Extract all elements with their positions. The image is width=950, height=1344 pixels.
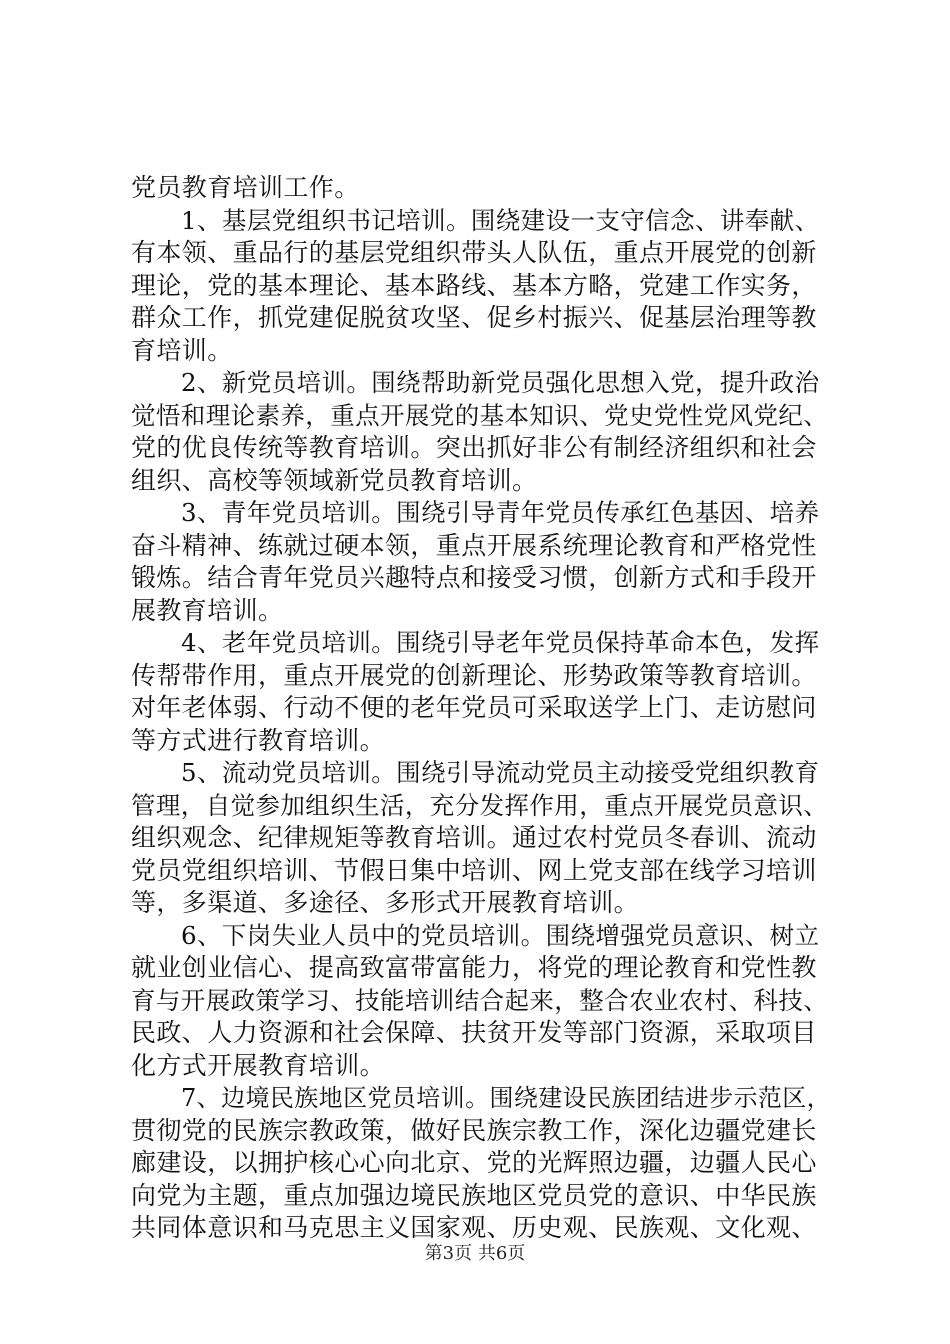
text-line: 育与开展政策学习、技能培训结合起来，整合农业农村、科技、 xyxy=(131,985,829,1015)
text-line: 管理，自觉参加组织生活，充分发挥作用，重点开展党员意识、 xyxy=(131,790,829,820)
text-line: 6、下岗失业人员中的党员培训。围绕增强党员意识、树立 xyxy=(181,920,820,950)
text-line: 党的优良传统等教育培训。突出抓好非公有制经济组织和社会 xyxy=(131,433,817,462)
text-line: 群众工作，抓党建促脱贫攻坚、促乡村振兴、促基层治理等教 xyxy=(131,303,817,332)
text-line: 对年老体弱、行动不便的老年党员可采取送学上门、走访慰问 xyxy=(131,693,817,722)
text-line: 组织、高校等领域新党员教育培训。 xyxy=(131,465,538,495)
text-line: 2、新党员培训。围绕帮助新党员强化思想入党，提升政治 xyxy=(181,368,820,397)
text-line: 等方式进行教育培训。 xyxy=(131,725,386,755)
page-number-footer: 第3页 共6页 xyxy=(424,1243,526,1264)
text-line: 党员党组织培训、节假日集中培训、网上党支部在线学习培训 xyxy=(131,855,817,885)
text-line: 等，多渠道、多途径、多形式开展教育培训。 xyxy=(131,888,640,917)
text-line: 传帮带作用，重点开展党的创新理论、形势政策等教育培训。 xyxy=(131,660,817,690)
text-line: 1、基层党组织书记培训。围绕建设一支守信念、讲奉献、 xyxy=(181,205,820,235)
text-line: 组织观念、纪律规矩等教育培训。通过农村党员冬春训、流动 xyxy=(131,823,817,852)
text-line: 展教育培训。 xyxy=(131,595,284,625)
text-line: 党员教育培训工作。 xyxy=(131,173,360,202)
text-line: 化方式开展教育培训。 xyxy=(131,1050,386,1080)
text-line: 向党为主题，重点加强边境民族地区党员党的意识、中华民族 xyxy=(131,1180,817,1210)
text-line: 4、老年党员培训。围绕引导老年党员保持革命本色，发挥 xyxy=(181,628,820,657)
text-line: 理论，党的基本理论、基本路线、基本方略，党建工作实务， xyxy=(131,270,817,300)
text-line: 民政、人力资源和社会保障、扶贫开发等部门资源，采取项目 xyxy=(131,1018,817,1047)
text-line: 有本领、重品行的基层党组织带头人队伍，重点开展党的创新 xyxy=(131,238,817,267)
text-line: 就业创业信心、提高致富带富能力，将党的理论教育和党性教 xyxy=(131,953,817,982)
text-line: 5、流动党员培训。围绕引导流动党员主动接受党组织教育 xyxy=(181,758,820,787)
document-body xyxy=(131,172,831,1245)
text-line: 育培训。 xyxy=(131,335,233,365)
text-line: 觉悟和理论素养，重点开展党的基本知识、党史党性党风党纪、 xyxy=(131,400,829,430)
text-line: 7、边境民族地区党员培训。围绕建设民族团结进步示范区， xyxy=(181,1084,832,1112)
text-line: 共同体意识和马克思主义国家观、历史观、民族观、文化观、 xyxy=(131,1213,817,1242)
text-line: 3、青年党员培训。围绕引导青年党员传承红色基因、培养 xyxy=(181,498,820,527)
text-line: 锻炼。结合青年党员兴趣特点和接受习惯，创新方式和手段开 xyxy=(131,563,817,592)
text-line: 贯彻党的民族宗教政策，做好民族宗教工作，深化边疆党建长 xyxy=(131,1115,817,1145)
text-line: 廊建设，以拥护核心心向北京、党的光辉照边疆，边疆人民心 xyxy=(131,1148,817,1177)
text-line: 奋斗精神、练就过硬本领，重点开展系统理论教育和严格党性 xyxy=(131,530,817,560)
